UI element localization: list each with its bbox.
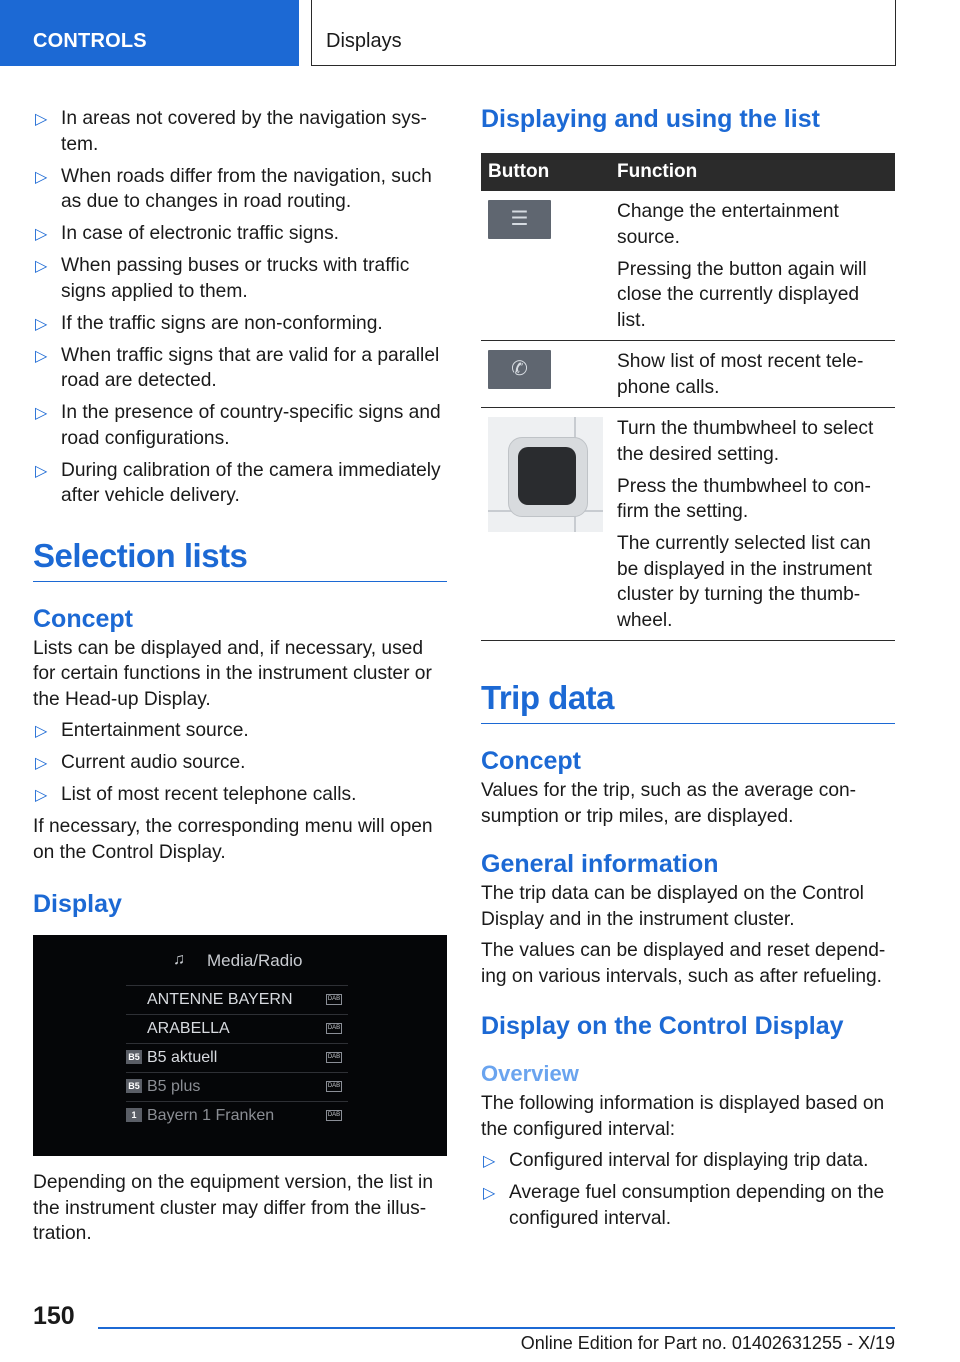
triangle-bullet-icon: ▷ [35, 787, 48, 804]
list-item: ▷ If the traffic signs are non-conforming. [33, 311, 447, 337]
triangle-bullet-icon: ▷ [35, 347, 48, 365]
triangle-bullet-icon: ▷ [35, 755, 48, 772]
station-logo-icon: 1 [126, 1108, 142, 1122]
list-item: ▷ List of most recent telephone calls. [33, 782, 447, 808]
station-row: ANTENNE BAYERN DAB [126, 985, 348, 1014]
dab-icon: DAB [326, 1110, 342, 1121]
left-column [33, 100, 447, 1247]
general-text-2: The values can be displayed and reset depend-ing on various intervals, such as after refueling. [481, 940, 886, 987]
media-radio-screenshot: ♫ Media/Radio ANTENNE BAYERN DAB ARABELLA DAB B5 B5 aktuell DAB B5 B5 plus DAB 1 Bayern 1 Franken DAB [33, 935, 447, 1156]
overview-text: The following information is displayed based on the configured interval: [481, 1093, 885, 1140]
heading-concept: Concept [33, 604, 133, 633]
conditions-list [33, 106, 447, 509]
section-tab [0, 0, 299, 66]
concept-text: Lists can be displayed and, if necessary, used for certain functions in the instrument cluster or the Head-up Display. [33, 637, 432, 710]
station-row: ARABELLA DAB [126, 1014, 348, 1043]
list-item: ▷ Entertainment source. [33, 718, 447, 744]
list-item: ▷ When traffic signs that are valid for a parallel road are detected. [35, 344, 440, 391]
heading-trip-data: Trip data [481, 679, 895, 724]
edition-note: Online Edition for Part no. 01402631255 - X/19 [520, 1333, 895, 1353]
triangle-bullet-icon: ▷ [35, 168, 48, 186]
page-number: 150 [33, 1302, 75, 1330]
table-header-row [481, 153, 895, 191]
heading-overview: Overview [481, 1061, 579, 1086]
station-row: B5 B5 plus DAB [126, 1072, 348, 1101]
general-text-1: The trip data can be displayed on the Control Display and in the instrument cluster. [481, 883, 864, 930]
triangle-bullet-icon: ▷ [483, 1185, 496, 1202]
thumbwheel-image [488, 417, 603, 532]
section-title: CONTROLS [33, 30, 147, 52]
triangle-bullet-icon: ▷ [483, 1153, 496, 1170]
list-item: ▷ In areas not covered by the navigation sys-tem. [35, 108, 427, 155]
trip-concept-text: Values for the trip, such as the average con-sumption or trip miles, are displayed. [481, 780, 857, 827]
dab-icon: DAB [326, 1023, 342, 1034]
heading-display: Display [33, 890, 122, 918]
table-row: ✆ Show list of most recent tele-phone calls. [481, 341, 895, 408]
table-row: ☰ Change the entertainment source. Pressing the button again will close the currently displayed list. [481, 191, 895, 341]
station-list [126, 985, 348, 1130]
list-item: ▷ When passing buses or trucks with traffic signs applied to them. [35, 255, 410, 302]
dab-icon: DAB [326, 994, 342, 1005]
page-title: Displays [326, 30, 402, 52]
dab-icon: DAB [326, 1081, 342, 1092]
list-item: ▷ In the presence of country-specific signs and road configurations. [35, 402, 441, 449]
table-row: Turn the thumbwheel to select the desired setting. Press the thumbwheel to con-firm the setting. The currently selected list can be displayed in the instrument cluster by turning the thumb-wheel. [481, 408, 895, 641]
triangle-bullet-icon: ▷ [35, 462, 48, 480]
media-icon: ♫ [173, 951, 185, 968]
triangle-bullet-icon: ▷ [35, 258, 48, 275]
list-item: ▷ When roads differ from the navigation, such as due to changes in road routing. [35, 165, 432, 212]
triangle-bullet-icon: ▷ [35, 405, 48, 422]
station-row: B5 B5 aktuell DAB [126, 1043, 348, 1072]
heading-displaying-list: Displaying and using the list [481, 105, 820, 133]
table-header-button: Button [481, 153, 610, 191]
button-function-table [481, 153, 895, 641]
station-logo-icon: B5 [126, 1050, 142, 1064]
triangle-bullet-icon: ▷ [35, 315, 48, 333]
concept-list [33, 718, 447, 808]
station-row: 1 Bayern 1 Franken DAB [126, 1101, 348, 1130]
right-column [481, 100, 895, 1238]
triangle-bullet-icon: ▷ [35, 226, 48, 243]
list-item: ▷ During calibration of the camera immediately after vehicle delivery. [35, 459, 441, 506]
station-logo-icon: B5 [126, 1079, 142, 1093]
phone-icon: ✆ [488, 350, 551, 389]
list-item: ▷ Current audio source. [33, 750, 447, 776]
heading-general-information: General information [481, 850, 719, 878]
display-caption: Depending on the equipment version, the list in the instrument cluster may differ from the illus-tration. [33, 1172, 433, 1244]
heading-trip-concept: Concept [481, 747, 581, 775]
heading-selection-lists: Selection lists [33, 537, 447, 582]
page-tab [311, 0, 896, 66]
footer-divider [98, 1327, 895, 1329]
list-item: ▷ Average fuel consumption depending on the configured interval. [483, 1182, 885, 1229]
overview-list [481, 1148, 895, 1231]
triangle-bullet-icon: ▷ [35, 111, 48, 128]
concept-after-text: If necessary, the corresponding menu will open on the Control Display. [33, 816, 433, 863]
heading-display-control-display: Display on the Control Display [481, 1012, 844, 1040]
triangle-bullet-icon: ▷ [35, 723, 48, 740]
list-icon: ☰ [488, 200, 551, 239]
dab-icon: DAB [326, 1052, 342, 1063]
list-item: ▷ In case of electronic traffic signs. [33, 221, 447, 247]
table-header-function: Function [610, 153, 895, 191]
list-item: ▷ Configured interval for displaying trip data. [481, 1148, 895, 1174]
